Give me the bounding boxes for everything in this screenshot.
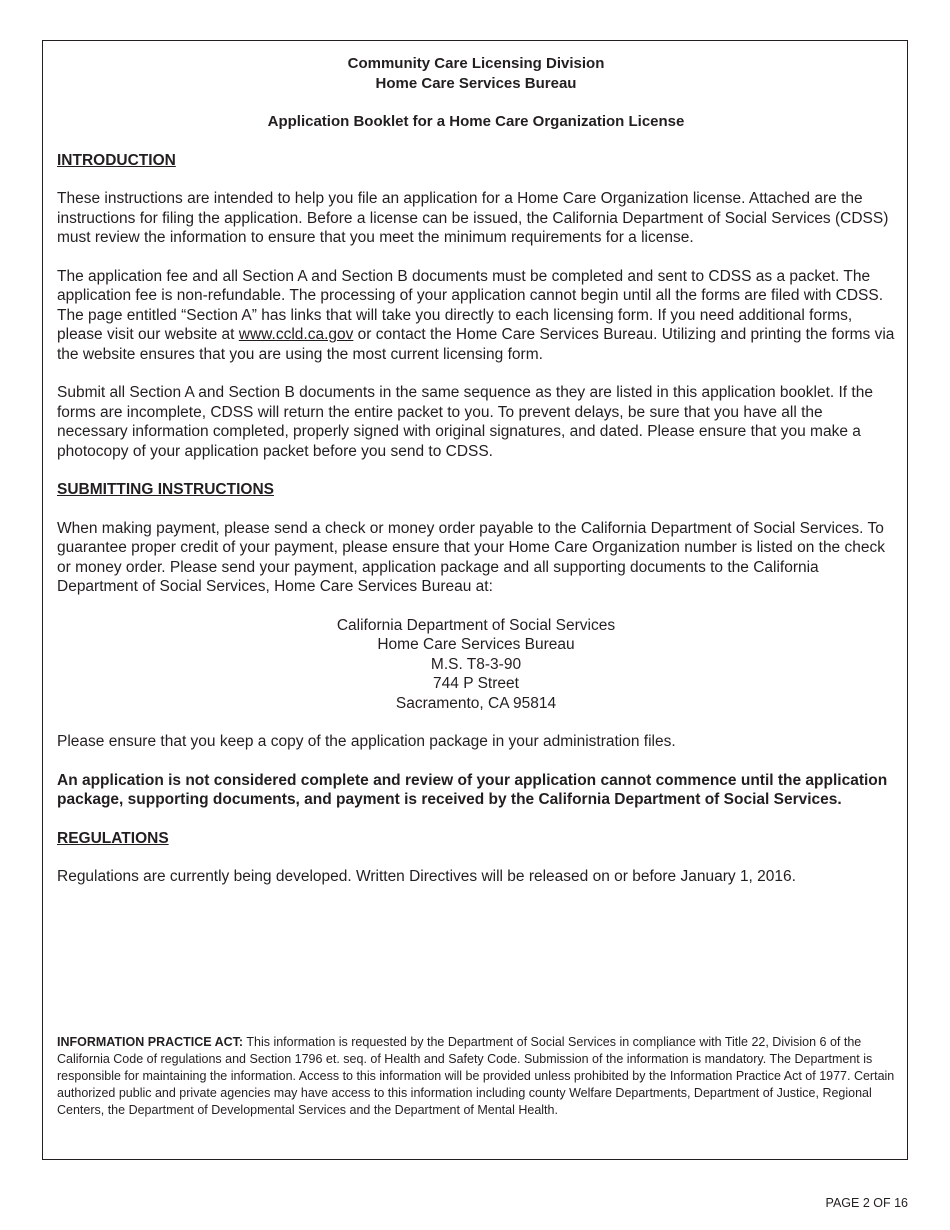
address-line: 744 P Street — [433, 675, 519, 692]
completeness-notice: An application is not considered complete and review of your application cannot commence until the application package, supporting documents, and payment is received by the California Department of Social Services. — [57, 771, 888, 808]
document-title: Application Booklet for a Home Care Organization License — [267, 113, 685, 130]
regulations-heading: REGULATIONS — [57, 829, 169, 847]
ipa-label: INFORMATION PRACTICE ACT: — [57, 1035, 244, 1049]
document-frame — [42, 40, 908, 1160]
introduction-paragraph-3: Submit all Section A and Section B documents in the same sequence as they are listed in this application booklet. If the forms are incomplete, CDSS will return the entire packet to you. To prevent delays, be sure that you have all the necessary information completed, properly signed with original signatures, and dated. Please ensure that you make a photocopy of your application packet before you send to CDSS. — [57, 384, 873, 460]
ipa-text: This information is requested by the Department of Social Services in compliance with Title 22, Division 6 of the California Code of regulations and Section 1796 et. seq. of Health and Safety Code. Submission of the information is mandatory. The Department is responsible for maintaining the information. Access to this information will be provided unless prohibited by the Information Practice Act of 1977. Certain authorized public and private agencies may have access to this information including county Welfare Departments, Department of Justice, Regional Centers, the Department of Developmental Services and the Department of Mental Health. — [57, 1035, 895, 1117]
information-practice-act — [57, 1034, 899, 1119]
page-number: PAGE 2 OF 16 — [825, 1196, 908, 1210]
address-line: California Department of Social Services — [336, 616, 616, 634]
mailing-address — [57, 616, 895, 714]
introduction-heading: INTRODUCTION — [57, 151, 176, 169]
introduction-paragraph-1: These instructions are intended to help you file an application for a Home Care Organization license. Attached are the instructions for filing the application. Before a license can be issued, the California Department of Social Services (CDSS) must review the information to ensure that you meet the minimum requirements for a license. — [57, 190, 889, 246]
document-content — [57, 54, 895, 887]
division-name: Community Care Licensing Division — [347, 55, 605, 72]
submitting-paragraph-1: When making payment, please send a check or money order payable to the California Department of Social Services. To guarantee proper credit of your payment, please ensure that your Home Care Organization number is listed on the check or money order. Please send your payment, application package and all supporting documents to the California Department of Social Services, Home Care Services Bureau at: — [57, 519, 885, 595]
introduction-paragraph-2 — [57, 267, 895, 365]
ccld-website-link[interactable]: www.ccld.ca.gov — [238, 326, 354, 343]
address-line: M.S. T8-3-90 — [430, 655, 522, 673]
submitting-paragraph-2: Please ensure that you keep a copy of the application package in your administration files. — [57, 733, 676, 750]
regulations-paragraph: Regulations are currently being developed. Written Directives will be released on or before January 1, 2016. — [57, 868, 796, 885]
address-line: Home Care Services Bureau — [377, 636, 575, 653]
address-line: Sacramento, CA 95814 — [395, 694, 557, 712]
submitting-heading: SUBMITTING INSTRUCTIONS — [57, 481, 274, 498]
bureau-name: Home Care Services Bureau — [375, 74, 577, 92]
introduction-paragraph-2-end: or contact the Home Care Services Bureau. Utilizing and printing the forms via the website ensures that you are using the most current licensing form. — [57, 326, 895, 363]
introduction-paragraph-2-start: The application fee and all Section A and Section B documents must be completed and sent to CDSS as a packet. The application fee is non-refundable. The processing of your application cannot begin until all the forms are filed with CDSS. The page entitled “Section A” has links that will take you directly to each licensing form. If you need additional forms, please visit our website at — [57, 267, 883, 343]
